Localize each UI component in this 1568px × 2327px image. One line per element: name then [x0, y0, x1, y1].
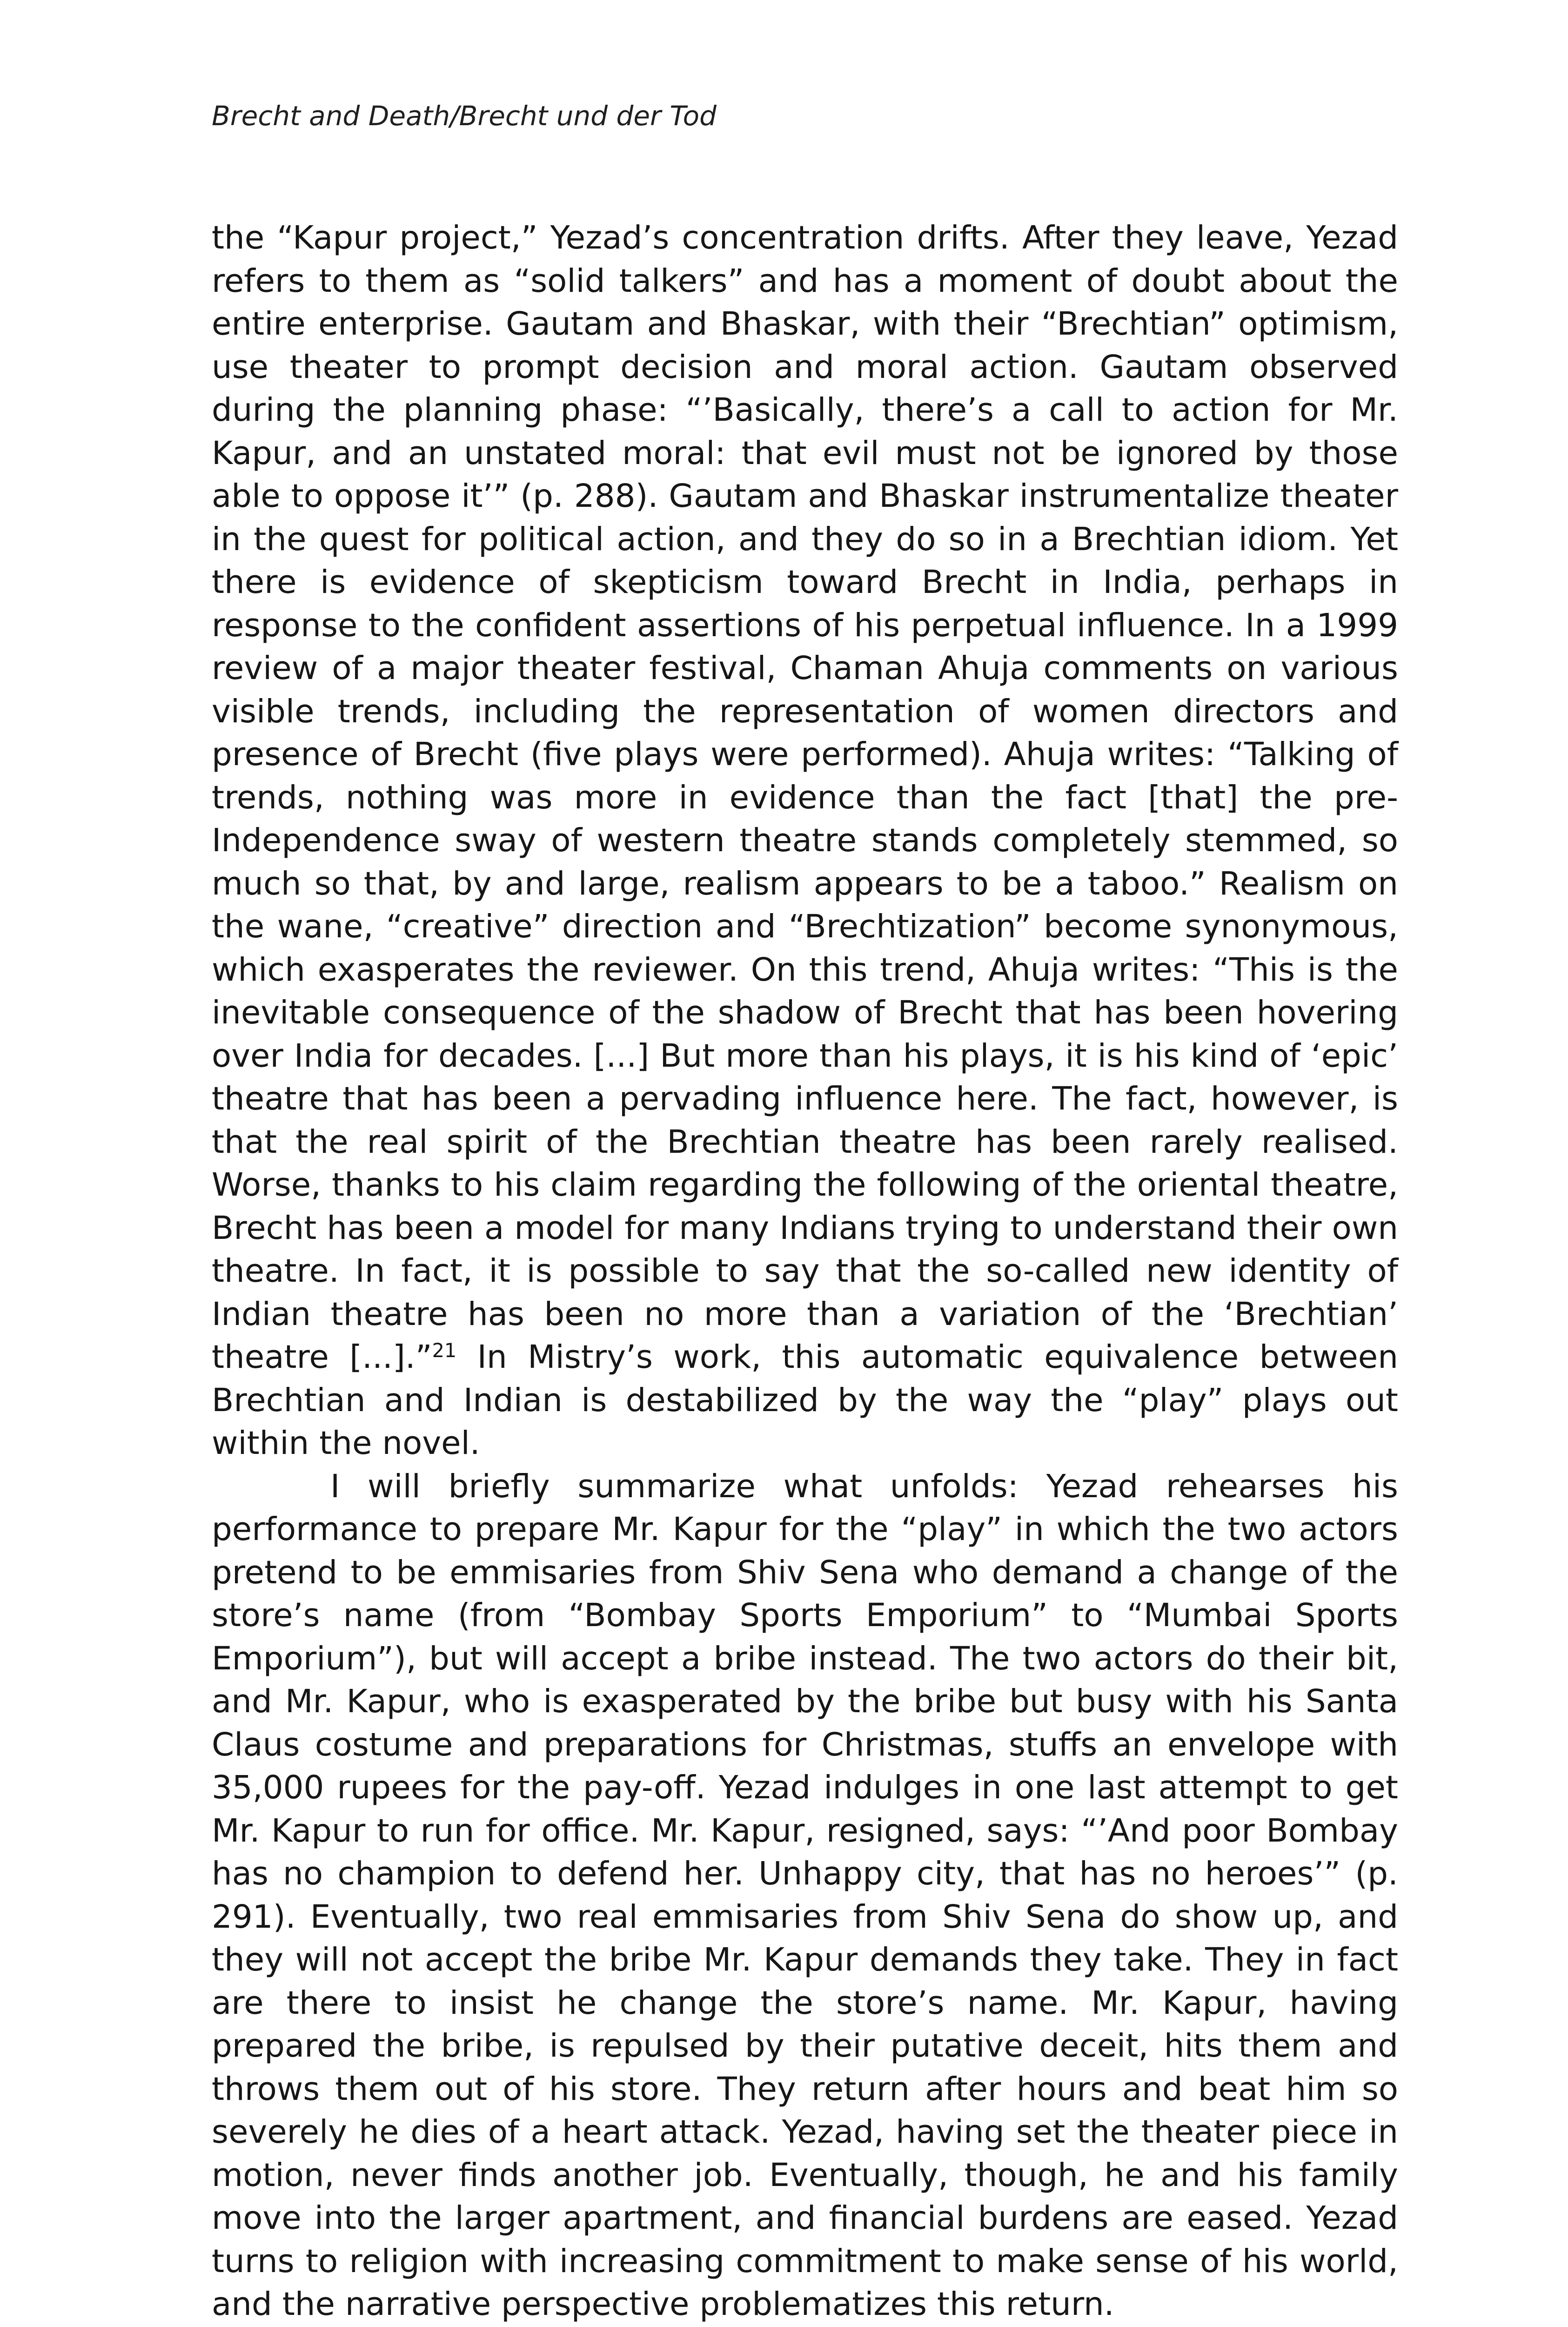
paragraph	[212, 216, 1398, 1465]
body-text	[212, 216, 1398, 2326]
paragraph-text: the “Kapur project,” Yezad’s concentration drifts. After they leave, Yezad refers to them as “solid talkers” and has a moment of doubt about the entire enterprise. Gautam and Bhaskar, with their “Brechtian” optimism, use theater to prompt decision and moral action. Gautam observed during the planning phase: “’Basically, there’s a call to action for Mr. Kapur, and an unstated moral: that evil must not be ignored by those able to oppose it’” (p. 288). Gautam and Bhaskar instrumentalize theater in the quest for political action, and they do so in a Brechtian idiom. Yet there is evidence of skepticism toward Brecht in India, perhaps in response to the confident assertions of his perpetual influence. In a 1999 review of a major theater festival, Chaman Ahuja comments on various visible trends, including the representation of women directors and presence of Brecht (five plays were performed). Ahuja writes: “Talking of trends, nothing was more in evidence than the fact [that] the pre-Independence sway of western theatre stands completely stemmed, so much so that, by and large, realism appears to be a taboo.” Realism on the wane, “creative” direction and “Brechtization” become synonymous, which exasperates the reviewer. On this trend, Ahuja writes: “This is the inevitable consequence of the shadow of Brecht that has been hovering over India for decades. [...] But more than his plays, it is his kind of ‘epic’ theatre that has been a pervading influence here. The fact, however, is that the real spirit of the Brechtian theatre has been rarely realised. Worse, thanks to his claim regarding the following of the oriental theatre, Brecht has been a model for many Indians trying to understand their own theatre. In fact, it is possible to say that the so-called new identity of Indian theatre has been no more than a variation of the ‘Brechtian’ theatre [...].”	[212, 219, 1398, 1376]
paragraph-text: In Mistry’s work, this automatic equivalence between Brechtian and Indian is destabilized by the way the “play” plays out within the novel.	[212, 1338, 1398, 1462]
running-head: Brecht and Death/Brecht und der Tod	[212, 100, 717, 132]
footnote-ref: 21	[432, 1339, 457, 1362]
paragraph: I will briefly summarize what unfolds: Yezad rehearses his performance to prepare Mr. Kapur for the “play” in which the two actors pretend to be emmisaries from Shiv Sena who demand a change of the store’s name (from “Bombay Sports Emporium” to “Mumbai Sports Emporium”), but will accept a bribe instead. The two actors do their bit, and Mr. Kapur, who is exasperated by the bribe but busy with his Santa Claus costume and preparations for Christmas, stuffs an envelope with 35,000 rupees for the pay-off. Yezad indulges in one last attempt to get Mr. Kapur to run for office. Mr. Kapur, resigned, says: “’And poor Bombay has no champion to defend her. Unhappy city, that has no heroes’” (p. 291). Eventually, two real emmisaries from Shiv Sena do show up, and they will not accept the bribe Mr. Kapur demands they take. They in fact are there to insist he change the store’s name. Mr. Kapur, having prepared the bribe, is repulsed by their putative deceit, hits them and throws them out of his store. They return after hours and beat him so severely he dies of a heart attack. Yezad, having set the theater piece in motion, never finds another job. Eventually, though, he and his family move into the larger apartment, and financial burdens are eased. Yezad turns to religion with increasing commitment to make sense of his world, and the narrative perspective problematizes this return.	[212, 1467, 1398, 2323]
